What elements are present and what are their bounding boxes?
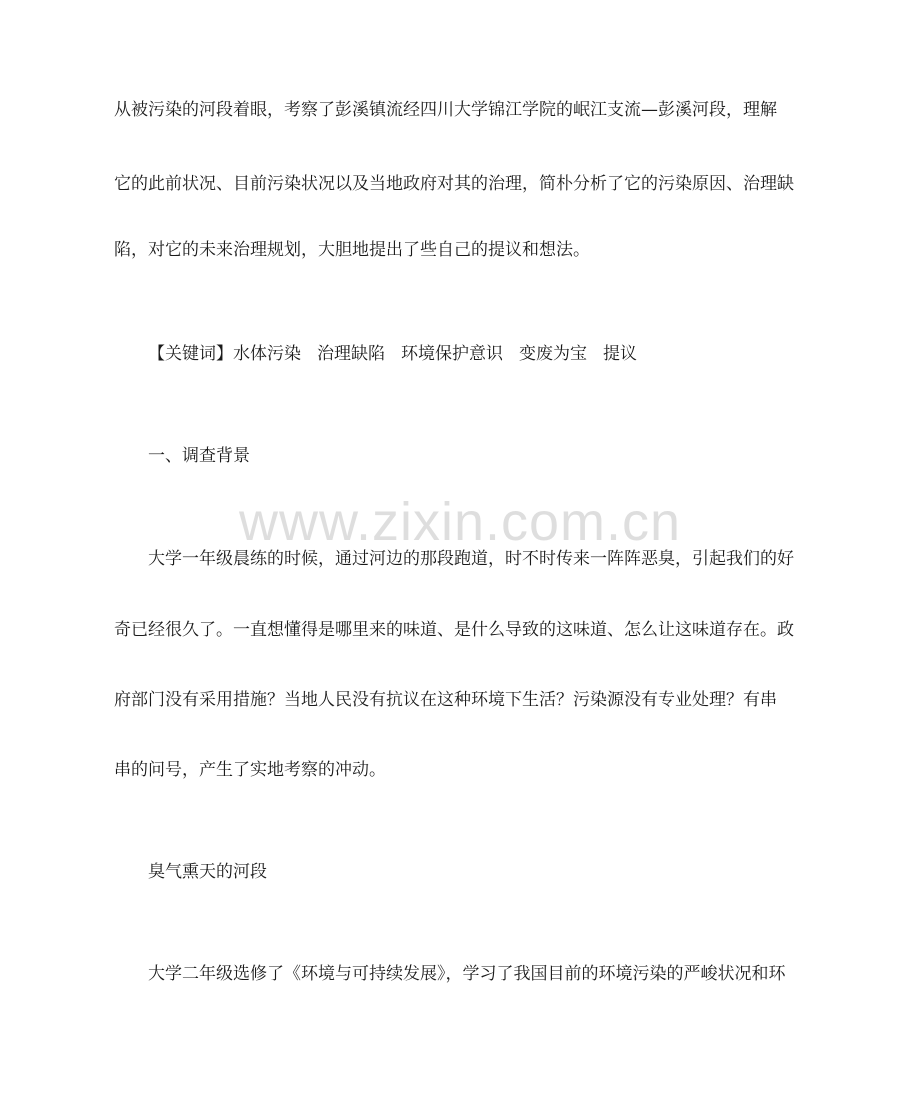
abstract-line-1: 从被污染的河段着眼，考察了彭溪镇流经四川大学锦江学院的岷江支流—彭溪河段，理解 (114, 100, 777, 120)
keyword-item: 变废为宝 (519, 344, 587, 364)
section-heading-background: 一、调查背景 (148, 446, 250, 466)
background-para-line-4: 串的问号，产生了实地考察的冲动。 (114, 760, 386, 780)
watermark: www.zixin.com.cn (238, 492, 682, 552)
keyword-item: 环境保护意识 (401, 344, 503, 364)
background-para-line-1: 大学一年级晨练的时候，通过河边的那段跑道，时不时传来一阵阵恶臭，引起我们的好 (148, 549, 794, 569)
keyword-item: 治理缺陷 (317, 344, 385, 364)
keywords-line (148, 342, 637, 366)
keywords-label: 【关键词】 (148, 344, 233, 364)
abstract-line-3: 陷，对它的未来治理规划，大胆地提出了些自己的提议和想法。 (114, 240, 590, 260)
subsection-heading-river: 臭气熏天的河段 (148, 862, 267, 882)
background-para-line-3: 府部门没有采用措施？当地人民没有抗议在这种环境下生活？污染源没有专业处理？有串 (114, 690, 777, 710)
keyword-item: 水体污染 (233, 344, 301, 364)
subsection-para-line-1: 大学二年级选修了《环境与可持续发展》，学习了我国目前的环境污染的严峻状况和环 (148, 964, 786, 984)
background-para-line-2: 奇已经很久了。一直想懂得是哪里来的味道、是什么导致的这味道、怎么让这味道存在。政 (114, 620, 794, 640)
abstract-line-2: 它的此前状况、目前污染状况以及当地政府对其的治理，简朴分析了它的污染原因、治理缺 (114, 174, 794, 194)
keyword-item: 提议 (603, 344, 637, 364)
